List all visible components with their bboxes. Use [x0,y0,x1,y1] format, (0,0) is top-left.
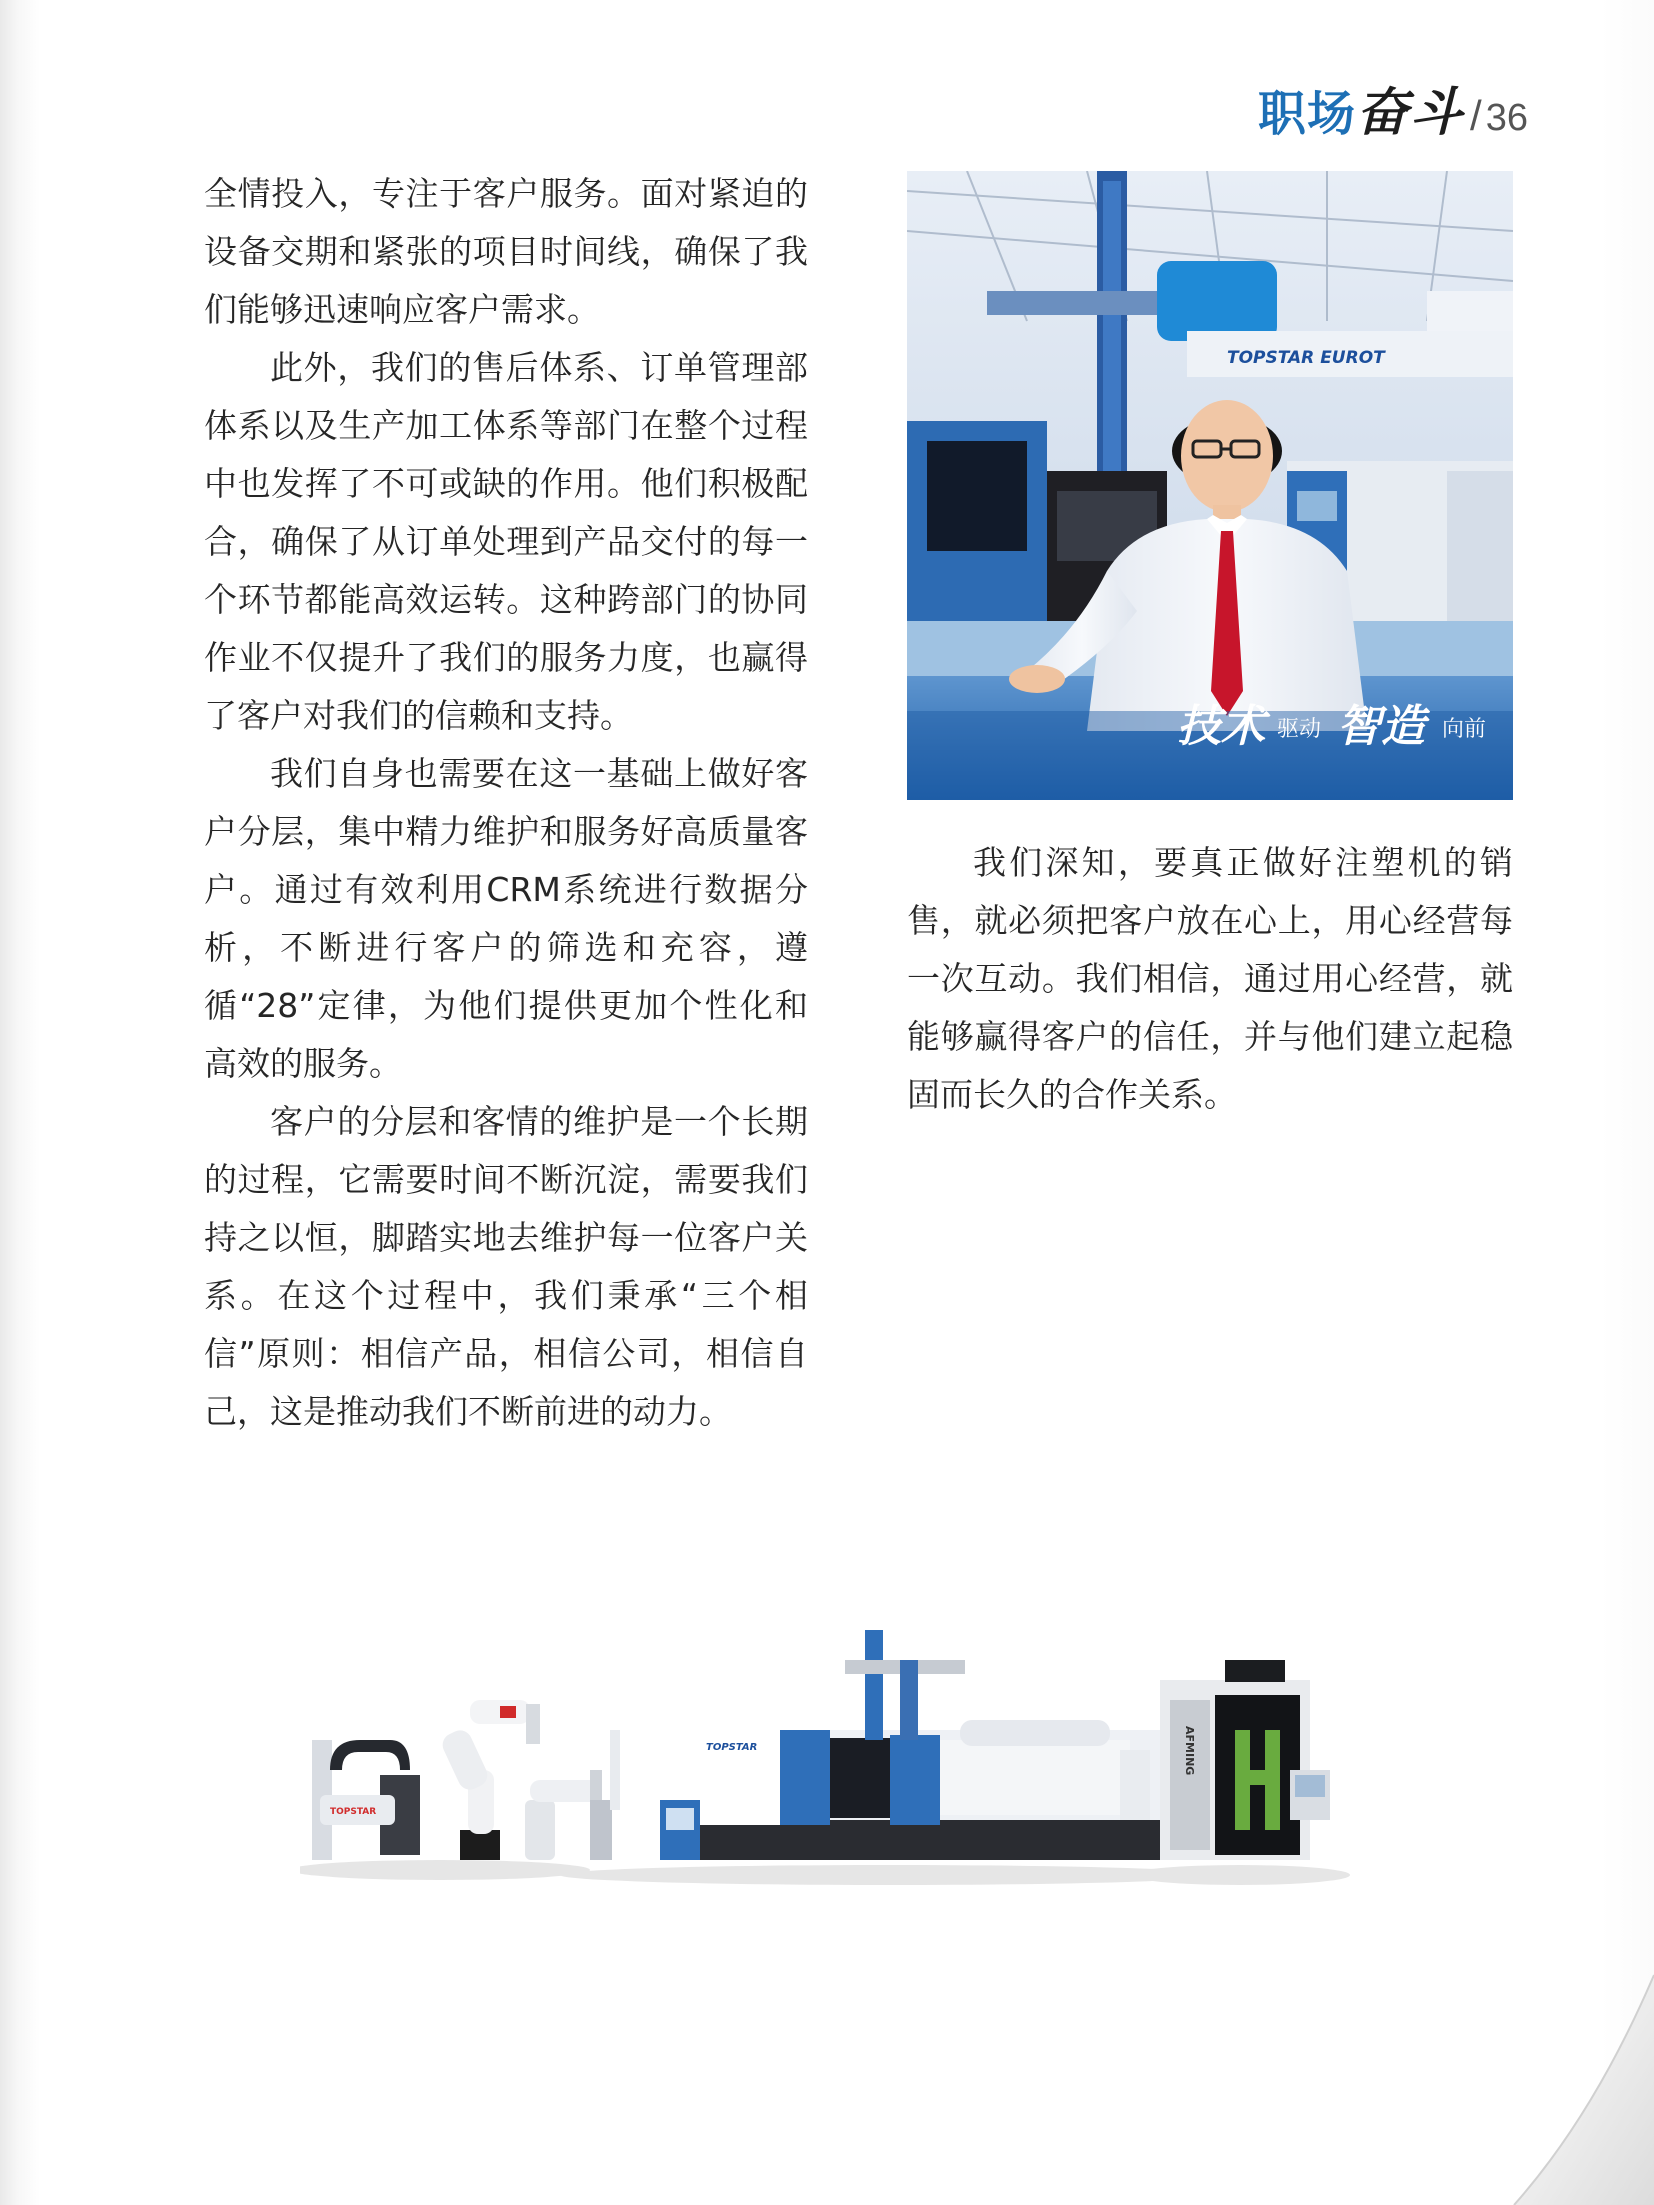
left-text-column [204,165,808,1441]
expo-booth-photo [907,171,1513,800]
scara-robot-1 [312,1740,420,1860]
banner-text-3: 智造 [1337,701,1425,752]
right-text-column [907,834,1513,1124]
banner-text-1: 技术 [1177,701,1265,752]
banner-text-2: 驱动 [1277,717,1322,742]
page-number: 36 [1485,97,1528,139]
machine-brand-text: TOPSTAR [706,1742,758,1753]
paragraph-1: 全情投入，专注于客户服务。面对紧迫的设备交期和紧张的项目时间线，确保了我们能够迅速响应客户需求。 [204,174,808,329]
paragraph-4: 客户的分层和客情的维护是一个长期的过程，它需要时间不断沉淀，需要我们持之以恒，脚踏实地去维护每一位客户关系。在这个过程中，我们秉承“三个相信”原则：相信产品，相信公司，相信自己，这是推动我们不断前进的动力。 [204,1102,808,1431]
section-title-part1: 职场 [1258,86,1357,142]
six-axis-robot [439,1700,540,1860]
product-lineup-illustration [300,1620,1380,1900]
robot-brand-text: TOPSTAR [330,1807,377,1817]
product-lineup-image [300,1620,1380,1900]
cnc-brand-text: AFMING [1183,1726,1196,1776]
photo-illustration [907,171,1513,800]
banner-text-4: 向前 [1442,717,1487,742]
paragraph-3: 我们自身也需要在这一基础上做好客户分层，集中精力维护和服务好高质量客户。通过有效利用CRM系统进行数据分析，不断进行客户的筛选和充容，遵循“28”定律，为他们提供更加个性化和高效的服务。 [204,754,808,1083]
page-curl-decoration [1474,1955,1654,2205]
booth-logo-text: TOPSTAR EUROT [1227,348,1385,368]
page-header [1258,70,1528,145]
injection-molding-machine [660,1630,1210,1860]
paragraph-2: 此外，我们的售后体系、订单管理部体系以及生产加工体系等部门在整个过程中也发挥了不可或缺的作用。他们积极配合，确保了从订单处理到产品交付的每一个环节都能高效运转。这种跨部门的协同作业不仅提升了我们的服务力度，也赢得了客户对我们的信赖和支持。 [204,348,808,735]
header-separator: / [1470,92,1482,139]
cnc-machine [1160,1660,1330,1860]
paragraph-5: 我们深知，要真正做好注塑机的销售，就必须把客户放在心上，用心经营每一次互动。我们相信，通过用心经营，就能够赢得客户的信任，并与他们建立起稳固而长久的合作关系。 [907,843,1513,1114]
section-title-part2: 奋斗 [1356,82,1465,143]
